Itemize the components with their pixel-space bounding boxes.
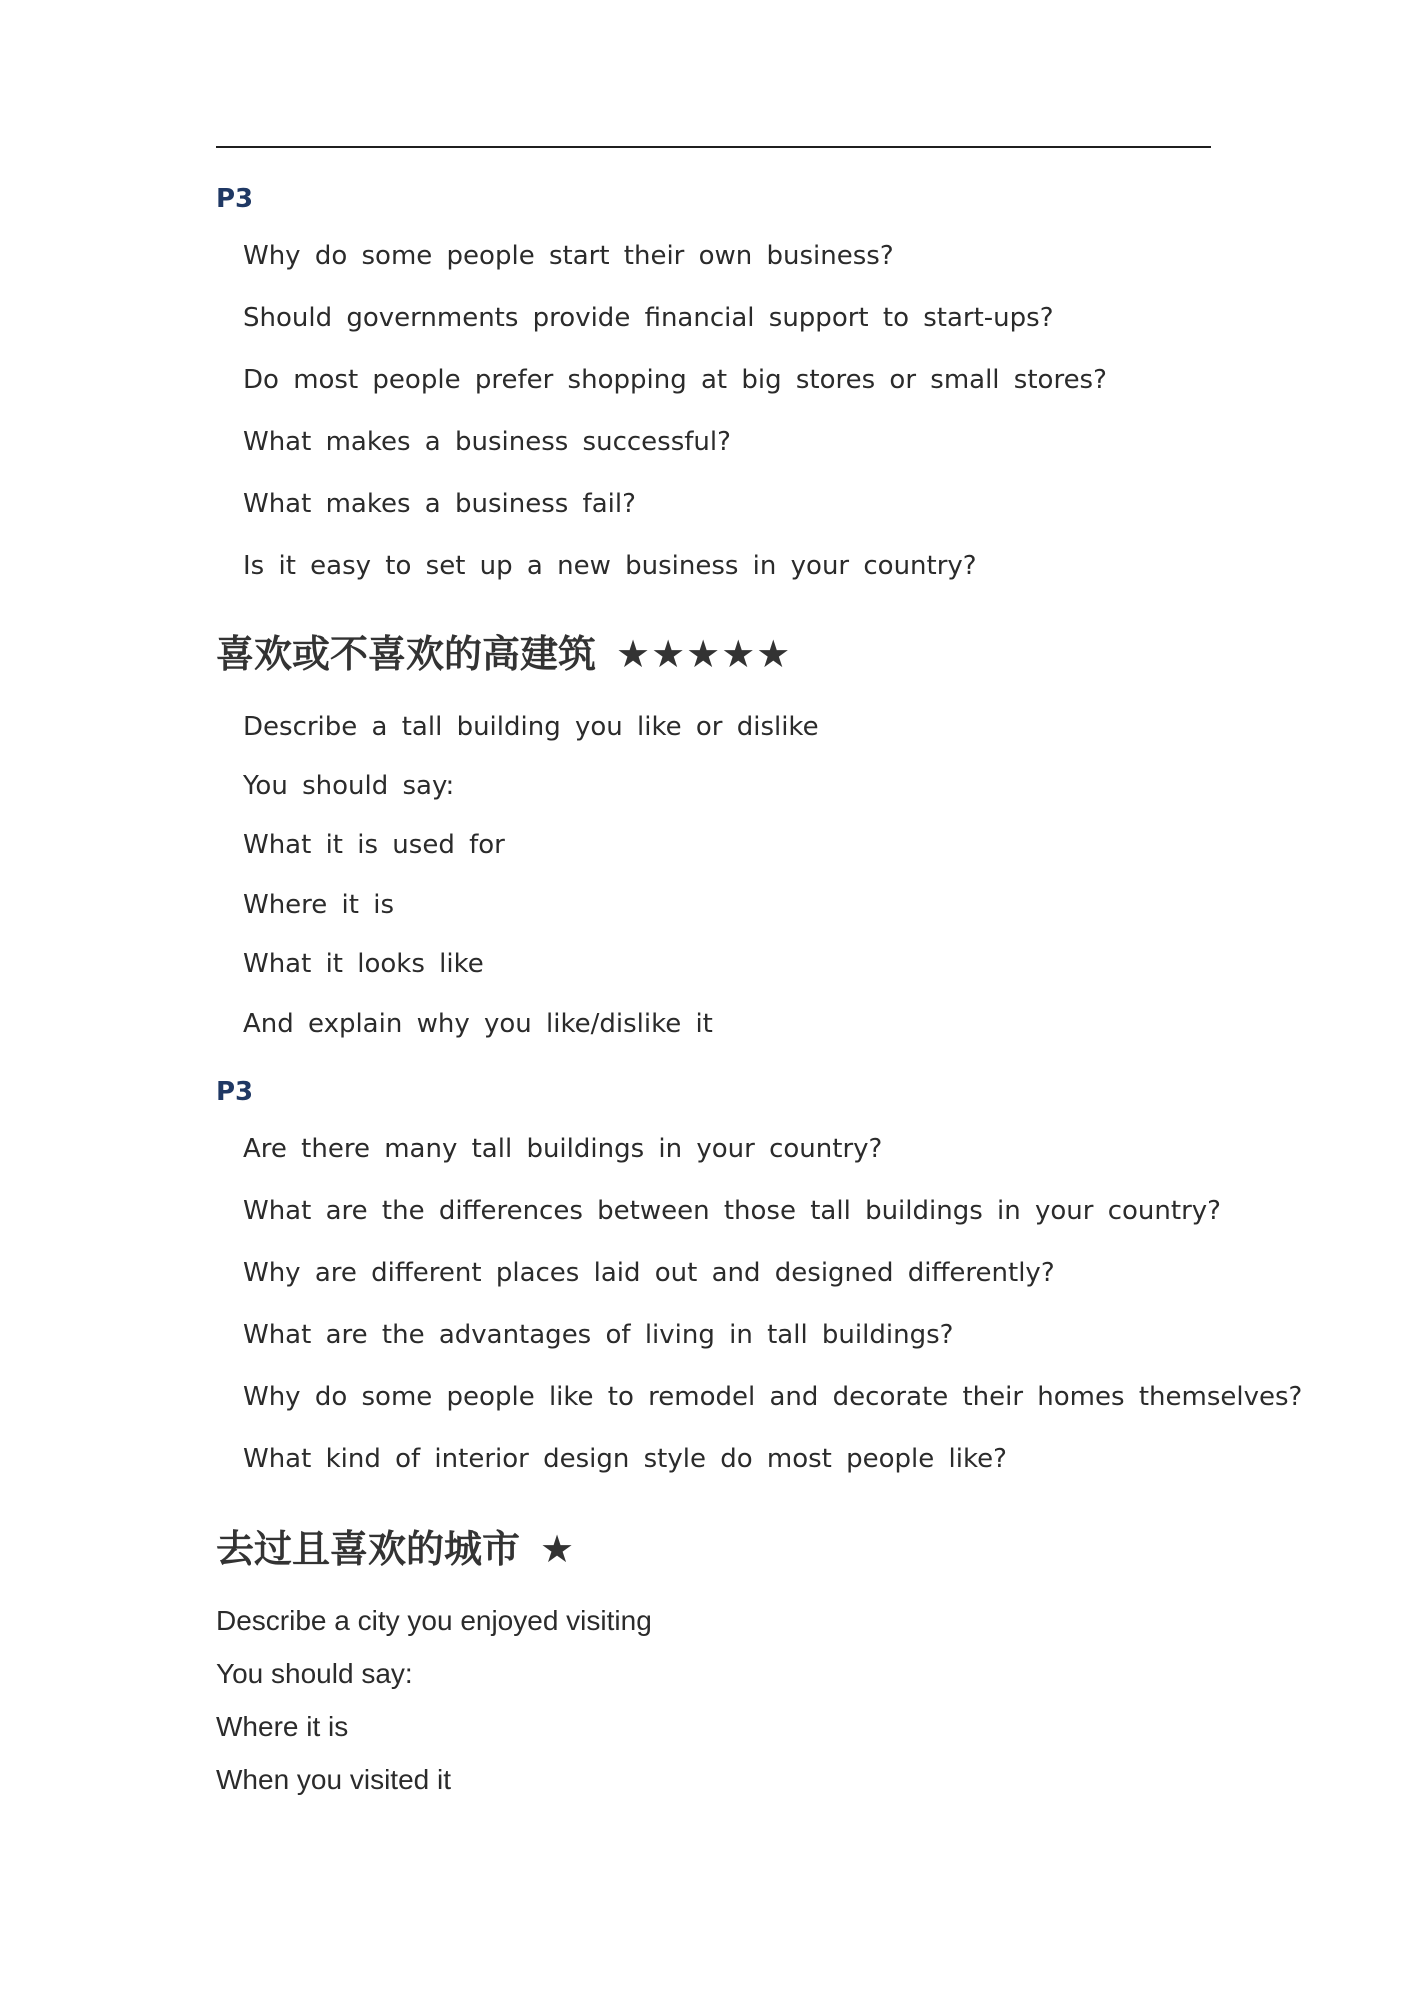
prompt-line: Where it is [243,890,395,920]
question-item: What are the advantages of living in tall buildings? [243,1320,954,1350]
topic-title: 去过且喜欢的城市 [216,1527,521,1571]
topic-heading [216,631,791,677]
question-item: What are the differences between those tall buildings in your country? [243,1196,1221,1226]
question-item: Should governments provide financial support to start-ups? [243,303,1054,333]
question-item: What kind of interior design style do most people like? [243,1444,1007,1474]
topic-title: 喜欢或不喜欢的高建筑 [216,632,597,676]
prompt-line: You should say: [243,771,455,801]
question-item: Why do some people start their own business? [243,241,894,271]
question-item: What makes a business successful? [243,427,731,457]
star-rating: ★★★★★ [616,632,792,676]
prompt-line: Describe a tall building you like or dislike [243,712,819,742]
star-rating: ★ [540,1527,576,1571]
question-item: Are there many tall buildings in your country? [243,1134,883,1164]
question-item: What makes a business fail? [243,489,636,519]
prompt-line: What it is used for [243,830,505,860]
prompt-line: What it looks like [243,949,484,979]
question-item: Why do some people like to remodel and decorate their homes themselves? [243,1382,1303,1412]
prompt-line: Describe a city you enjoyed visiting [216,1605,652,1636]
topic-heading [216,1526,575,1572]
prompt-line: Where it is [216,1711,349,1742]
question-item: Is it easy to set up a new business in your country? [243,551,977,581]
question-item: Do most people prefer shopping at big stores or small stores? [243,365,1107,395]
prompt-line: You should say: [216,1658,413,1689]
p3-label: P3 [216,184,254,214]
question-item: Why are different places laid out and designed differently? [243,1258,1055,1288]
p3-label: P3 [216,1077,254,1107]
prompt-line: When you visited it [216,1764,451,1795]
prompt-line: And explain why you like/dislike it [243,1009,713,1039]
top-divider [216,146,1211,148]
